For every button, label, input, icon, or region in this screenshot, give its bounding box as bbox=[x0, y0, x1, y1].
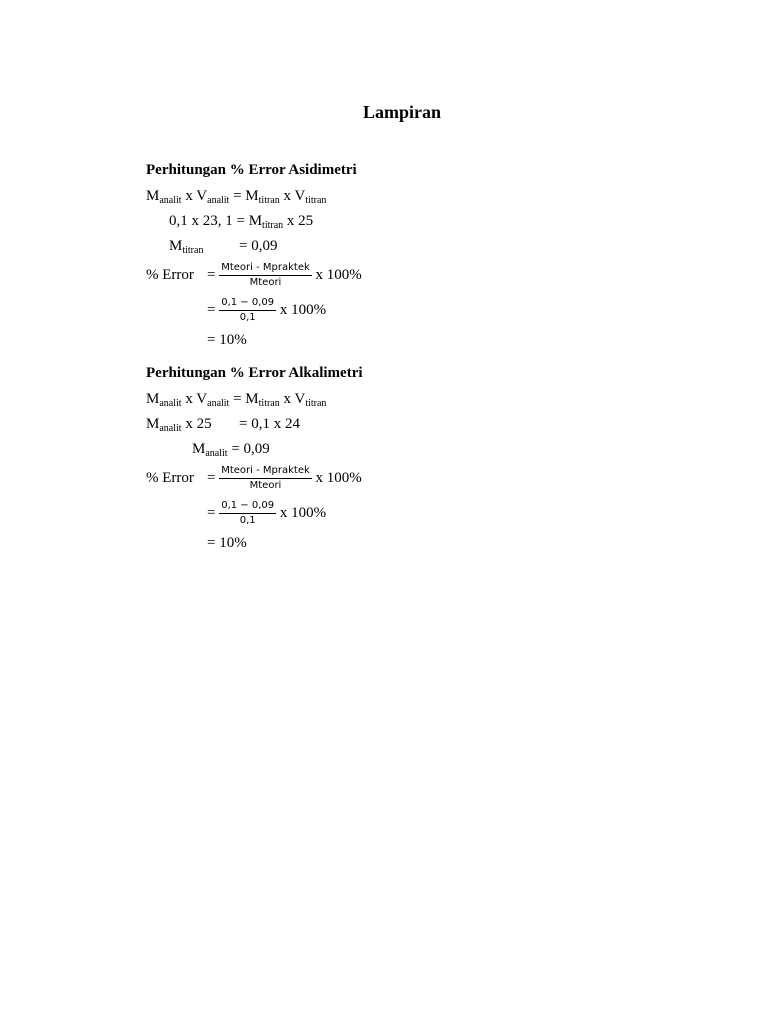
equation-text: 0,1 x 23, 1 = M bbox=[169, 213, 263, 229]
symbol-v: x V bbox=[181, 391, 208, 407]
equation-text: x 25 bbox=[181, 416, 212, 432]
denominator: Mteori bbox=[249, 277, 282, 288]
error-result: = 10% bbox=[207, 535, 247, 551]
equation-3 bbox=[192, 439, 270, 459]
equation-text: x 25 bbox=[283, 213, 314, 229]
multiplier: x 100% bbox=[311, 469, 362, 486]
subscript: titran bbox=[305, 398, 327, 409]
error-substitution bbox=[207, 297, 326, 324]
symbol-m: = M bbox=[229, 188, 259, 204]
subscript: titran bbox=[262, 220, 284, 231]
numerator: Mteori - Mpraktek bbox=[219, 262, 312, 276]
equation-1 bbox=[146, 389, 326, 409]
denominator: 0,1 bbox=[239, 515, 256, 526]
page-title: Lampiran bbox=[362, 102, 441, 122]
multiplier: x 100% bbox=[276, 504, 327, 521]
fraction-theory bbox=[219, 465, 312, 492]
symbol-m: M bbox=[146, 391, 160, 407]
multiplier: x 100% bbox=[311, 266, 362, 283]
subscript: analit bbox=[159, 195, 182, 206]
subscript: titran bbox=[258, 398, 280, 409]
error-substitution bbox=[207, 500, 326, 527]
symbol-m: M bbox=[146, 188, 160, 204]
subscript: analit bbox=[159, 398, 182, 409]
error-formula bbox=[207, 262, 362, 289]
numerator: 0,1 − 0,09 bbox=[219, 297, 276, 311]
numerator: 0,1 − 0,09 bbox=[219, 500, 276, 514]
subscript: titran bbox=[305, 195, 327, 206]
multiplier: x 100% bbox=[276, 301, 327, 318]
symbol-v: x V bbox=[279, 188, 306, 204]
error-formula bbox=[207, 465, 362, 492]
equation-1 bbox=[146, 186, 326, 206]
subscript: titran bbox=[258, 195, 280, 206]
equation-2 bbox=[169, 211, 313, 231]
symbol-m: M bbox=[169, 238, 183, 254]
symbol-v: x V bbox=[181, 188, 208, 204]
symbol-m: M bbox=[192, 441, 206, 457]
numerator: Mteori - Mpraktek bbox=[219, 465, 312, 479]
equals-sign: = bbox=[207, 469, 216, 486]
subscript: analit bbox=[207, 195, 230, 206]
equation-2 bbox=[146, 414, 212, 434]
subscript: analit bbox=[207, 398, 230, 409]
subscript: analit bbox=[159, 423, 182, 434]
equation-2-result: = 0,1 x 24 bbox=[239, 416, 300, 432]
equals-sign: = bbox=[207, 301, 216, 318]
fraction-theory bbox=[219, 262, 312, 289]
denominator: 0,1 bbox=[239, 312, 256, 323]
equation-3 bbox=[169, 236, 203, 256]
equals-sign: = bbox=[207, 266, 216, 283]
symbol-m: M bbox=[146, 416, 160, 432]
equation-3-result: = 0,09 bbox=[239, 238, 278, 254]
error-label: % Error bbox=[146, 470, 194, 486]
equation-text: = 0,09 bbox=[227, 441, 270, 457]
denominator: Mteori bbox=[249, 480, 282, 491]
section-heading-asidimetri: Perhitungan % Error Asidimetri bbox=[146, 162, 357, 178]
error-result: = 10% bbox=[207, 332, 247, 348]
equals-sign: = bbox=[207, 504, 216, 521]
section-heading-alkalimetri: Perhitungan % Error Alkalimetri bbox=[146, 365, 363, 381]
subscript: titran bbox=[182, 245, 204, 256]
error-label: % Error bbox=[146, 267, 194, 283]
fraction-values bbox=[219, 500, 276, 527]
subscript: analit bbox=[205, 448, 228, 459]
symbol-m: = M bbox=[229, 391, 259, 407]
symbol-v: x V bbox=[279, 391, 306, 407]
fraction-values bbox=[219, 297, 276, 324]
